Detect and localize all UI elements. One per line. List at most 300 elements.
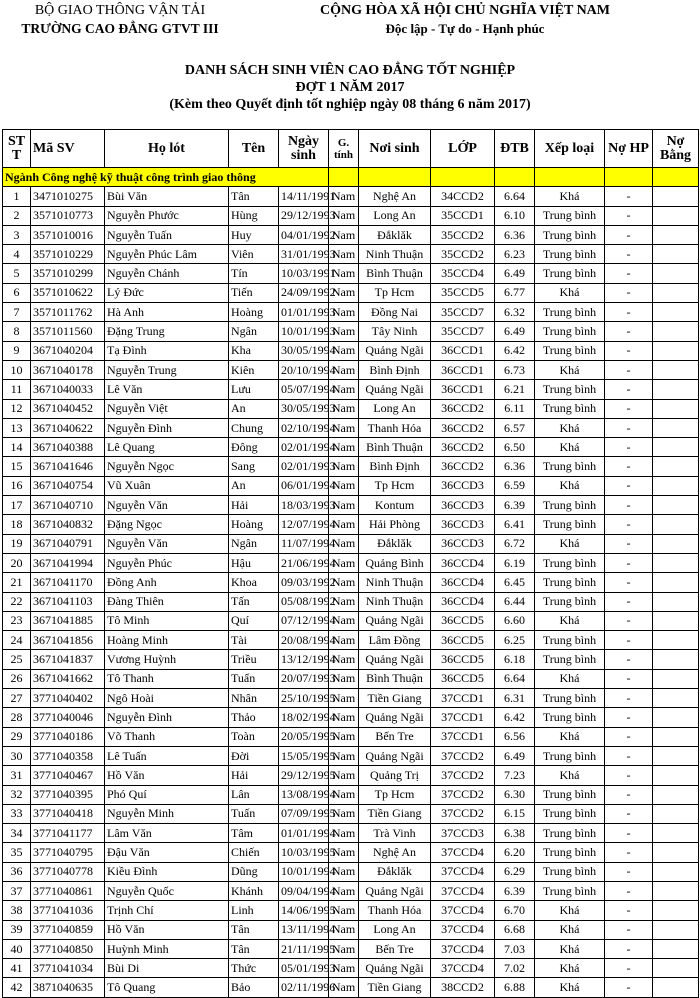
cell-student-id: 3671041837 xyxy=(31,650,105,669)
cell-student-id: 3771040395 xyxy=(31,785,105,804)
cell-first-name: Hải xyxy=(229,496,279,515)
cell-owed-diploma xyxy=(653,206,699,225)
cell-birthplace: Nghệ An xyxy=(359,187,431,206)
cell-student-id: 3771040186 xyxy=(31,727,105,746)
cell-owed-fees: - xyxy=(605,592,653,611)
cell-stt: 39 xyxy=(3,920,31,939)
cell-owed-fees: - xyxy=(605,708,653,727)
cell-gpa: 6.49 xyxy=(495,322,535,341)
cell-owed-diploma xyxy=(653,785,699,804)
cell-stt: 16 xyxy=(3,476,31,495)
table-row xyxy=(3,689,699,708)
cell-birth-date: 10/01/1994 xyxy=(279,862,329,881)
cell-first-name: Tài xyxy=(229,631,279,650)
col-header-birthplace: Nơi sinh xyxy=(359,130,431,168)
cell-rank: Khá xyxy=(535,611,605,630)
cell-student-id: 3571011560 xyxy=(31,322,105,341)
cell-owed-fees: - xyxy=(605,187,653,206)
cell-stt: 37 xyxy=(3,881,31,900)
cell-stt: 42 xyxy=(3,978,31,997)
cell-birthplace: Quảng Ngãi xyxy=(359,380,431,399)
cell-class: 35CCD7 xyxy=(431,322,495,341)
cell-last-middle-name: Kiều Đình xyxy=(105,862,229,881)
cell-first-name: Tân xyxy=(229,187,279,206)
table-row xyxy=(3,959,699,978)
cell-birthplace: Đồng Nai xyxy=(359,303,431,322)
cell-birth-date: 29/12/1993 xyxy=(279,206,329,225)
cell-birthplace: Long An xyxy=(359,920,431,939)
cell-last-middle-name: Nguyễn Văn xyxy=(105,496,229,515)
cell-rank: Trung bình xyxy=(535,553,605,572)
cell-gpa: 7.23 xyxy=(495,766,535,785)
cell-stt: 4 xyxy=(3,245,31,264)
cell-student-id: 3671040204 xyxy=(31,341,105,360)
cell-birthplace: Quảng Bình xyxy=(359,553,431,572)
cell-rank: Trung bình xyxy=(535,225,605,244)
cell-owed-diploma xyxy=(653,264,699,283)
cell-first-name: Kiên xyxy=(229,360,279,379)
cell-gender: Nam xyxy=(329,341,359,360)
cell-birth-date: 11/07/1994 xyxy=(279,534,329,553)
cell-student-id: 3671040178 xyxy=(31,360,105,379)
cell-stt: 17 xyxy=(3,496,31,515)
cell-birth-date: 24/09/1992 xyxy=(279,283,329,302)
cell-class: 36CCD2 xyxy=(431,438,495,457)
cell-birth-date: 18/03/1993 xyxy=(279,496,329,515)
table-row xyxy=(3,978,699,997)
cell-last-middle-name: Đặng Trung xyxy=(105,322,229,341)
cell-stt: 26 xyxy=(3,669,31,688)
cell-first-name: Ngân xyxy=(229,322,279,341)
cell-last-middle-name: Đặng Ngọc xyxy=(105,515,229,534)
cell-student-id: 3771040402 xyxy=(31,689,105,708)
cell-last-middle-name: Nguyễn Quốc xyxy=(105,881,229,900)
cell-last-middle-name: Ngô Hoài xyxy=(105,689,229,708)
cell-gpa: 6.88 xyxy=(495,978,535,997)
cell-stt: 5 xyxy=(3,264,31,283)
cell-owed-diploma xyxy=(653,303,699,322)
table-row xyxy=(3,206,699,225)
cell-rank: Trung bình xyxy=(535,496,605,515)
cell-gender: Nam xyxy=(329,245,359,264)
document-title xyxy=(0,62,700,113)
cell-owed-diploma xyxy=(653,824,699,843)
cell-birthplace: Lâm Đồng xyxy=(359,631,431,650)
cell-first-name: Dũng xyxy=(229,862,279,881)
table-row xyxy=(3,862,699,881)
cell-student-id: 3571010773 xyxy=(31,206,105,225)
table-row xyxy=(3,785,699,804)
cell-birthplace: Đắklăk xyxy=(359,534,431,553)
cell-last-middle-name: Hà Anh xyxy=(105,303,229,322)
cell-gender: Nam xyxy=(329,650,359,669)
cell-class: 36CCD2 xyxy=(431,418,495,437)
cell-student-id: 3771041034 xyxy=(31,959,105,978)
cell-owed-diploma xyxy=(653,341,699,360)
col-header-birth-date: Ngày sinh xyxy=(279,130,329,168)
cell-gpa: 6.42 xyxy=(495,708,535,727)
cell-owed-fees: - xyxy=(605,264,653,283)
cell-class: 36CCD1 xyxy=(431,380,495,399)
cell-gpa: 6.59 xyxy=(495,476,535,495)
cell-gpa: 6.36 xyxy=(495,225,535,244)
cell-birthplace: Quảng Ngãi xyxy=(359,708,431,727)
cell-class: 38CCD2 xyxy=(431,978,495,997)
cell-stt: 13 xyxy=(3,418,31,437)
title-line-3: (Kèm theo Quyết định tốt nghiệp ngày 08 tháng 6 năm 2017) xyxy=(169,97,531,112)
cell-birthplace: Bình Thuận xyxy=(359,264,431,283)
cell-birthplace: Thanh Hóa xyxy=(359,901,431,920)
cell-class: 36CCD3 xyxy=(431,476,495,495)
cell-student-id: 3671040710 xyxy=(31,496,105,515)
issuer-block xyxy=(10,2,230,38)
cell-first-name: Lưu xyxy=(229,380,279,399)
table-row xyxy=(3,322,699,341)
cell-gender: Nam xyxy=(329,862,359,881)
cell-birth-date: 07/12/1994 xyxy=(279,611,329,630)
cell-birthplace: Bình Định xyxy=(359,360,431,379)
cell-owed-diploma xyxy=(653,669,699,688)
col-header-first-name: Tên xyxy=(229,130,279,168)
cell-student-id: 3871040635 xyxy=(31,978,105,997)
cell-class: 36CCD4 xyxy=(431,553,495,572)
cell-rank: Trung bình xyxy=(535,592,605,611)
cell-class: 36CCD3 xyxy=(431,515,495,534)
cell-last-middle-name: Tô Minh xyxy=(105,611,229,630)
cell-owed-fees: - xyxy=(605,824,653,843)
cell-student-id: 3471010275 xyxy=(31,187,105,206)
cell-owed-fees: - xyxy=(605,341,653,360)
cell-first-name: Tuấn xyxy=(229,804,279,823)
cell-owed-fees: - xyxy=(605,476,653,495)
cell-student-id: 3671040791 xyxy=(31,534,105,553)
cell-owed-fees: - xyxy=(605,901,653,920)
cell-first-name: Hoàng xyxy=(229,515,279,534)
cell-birthplace: Nghệ An xyxy=(359,843,431,862)
cell-class: 37CCD4 xyxy=(431,939,495,958)
cell-gpa: 6.73 xyxy=(495,360,535,379)
cell-birth-date: 13/11/1994 xyxy=(279,920,329,939)
cell-gender: Nam xyxy=(329,438,359,457)
cell-class: 35CCD2 xyxy=(431,225,495,244)
table-row xyxy=(3,438,699,457)
cell-student-id: 3671041103 xyxy=(31,592,105,611)
cell-owed-fees: - xyxy=(605,399,653,418)
cell-gpa: 6.49 xyxy=(495,264,535,283)
cell-stt: 28 xyxy=(3,708,31,727)
cell-owed-fees: - xyxy=(605,843,653,862)
cell-birth-date: 25/10/1995 xyxy=(279,689,329,708)
cell-rank: Khá xyxy=(535,959,605,978)
cell-class: 35CCD4 xyxy=(431,264,495,283)
cell-rank: Khá xyxy=(535,766,605,785)
cell-student-id: 3771040467 xyxy=(31,766,105,785)
cell-student-id: 3771041177 xyxy=(31,824,105,843)
cell-gender: Nam xyxy=(329,399,359,418)
cell-gpa: 6.38 xyxy=(495,824,535,843)
table-row xyxy=(3,901,699,920)
cell-gpa: 6.19 xyxy=(495,553,535,572)
cell-last-middle-name: Đồng Anh xyxy=(105,573,229,592)
cell-owed-diploma xyxy=(653,283,699,302)
cell-stt: 20 xyxy=(3,553,31,572)
cell-gpa: 6.41 xyxy=(495,515,535,534)
cell-class: 36CCD5 xyxy=(431,631,495,650)
cell-stt: 7 xyxy=(3,303,31,322)
cell-stt: 3 xyxy=(3,225,31,244)
cell-student-id: 3671041994 xyxy=(31,553,105,572)
cell-gpa: 6.64 xyxy=(495,669,535,688)
table-row xyxy=(3,708,699,727)
cell-stt: 40 xyxy=(3,939,31,958)
cell-birthplace: Quảng Ngãi xyxy=(359,881,431,900)
title-line-1: DANH SÁCH SINH VIÊN CAO ĐẲNG TỐT NGHIỆP xyxy=(184,63,516,78)
cell-first-name: Bảo xyxy=(229,978,279,997)
cell-birth-date: 01/01/1993 xyxy=(279,303,329,322)
cell-owed-fees: - xyxy=(605,245,653,264)
cell-gpa: 6.68 xyxy=(495,920,535,939)
cell-birth-date: 05/01/1993 xyxy=(279,959,329,978)
cell-owed-diploma xyxy=(653,631,699,650)
col-header-student-id: Mã SV xyxy=(31,130,105,168)
cell-stt: 24 xyxy=(3,631,31,650)
cell-gender: Nam xyxy=(329,534,359,553)
cell-birth-date: 21/11/1995 xyxy=(279,939,329,958)
col-header-stt: ST T xyxy=(3,130,31,168)
cell-gender: Nam xyxy=(329,881,359,900)
cell-gpa: 6.21 xyxy=(495,380,535,399)
cell-first-name: Tân xyxy=(229,939,279,958)
cell-last-middle-name: Nguyễn Việt xyxy=(105,399,229,418)
table-row xyxy=(3,515,699,534)
cell-first-name: Hậu xyxy=(229,553,279,572)
cell-gpa: 7.03 xyxy=(495,939,535,958)
cell-gender: Nam xyxy=(329,901,359,920)
cell-gpa: 6.39 xyxy=(495,496,535,515)
cell-last-middle-name: Lê Tuấn xyxy=(105,746,229,765)
cell-owed-diploma xyxy=(653,245,699,264)
cell-gpa: 6.42 xyxy=(495,341,535,360)
cell-last-middle-name: Tô Thanh xyxy=(105,669,229,688)
cell-class: 35CCD7 xyxy=(431,303,495,322)
cell-gender: Nam xyxy=(329,804,359,823)
cell-gpa: 6.10 xyxy=(495,206,535,225)
cell-rank: Trung bình xyxy=(535,785,605,804)
cell-gender: Nam xyxy=(329,496,359,515)
cell-first-name: Tuấn xyxy=(229,669,279,688)
table-row xyxy=(3,631,699,650)
cell-stt: 35 xyxy=(3,843,31,862)
cell-birth-date: 14/11/1991 xyxy=(279,187,329,206)
cell-owed-fees: - xyxy=(605,438,653,457)
table-row xyxy=(3,592,699,611)
cell-gpa: 6.72 xyxy=(495,534,535,553)
cell-owed-fees: - xyxy=(605,360,653,379)
cell-rank: Trung bình xyxy=(535,843,605,862)
cell-class: 37CCD1 xyxy=(431,689,495,708)
cell-class: 36CCD4 xyxy=(431,592,495,611)
cell-gender: Nam xyxy=(329,978,359,997)
cell-birth-date: 20/08/1994 xyxy=(279,631,329,650)
cell-last-middle-name: Nguyễn Văn xyxy=(105,534,229,553)
cell-birthplace: Ninh Thuận xyxy=(359,573,431,592)
cell-last-middle-name: Bùi Văn xyxy=(105,187,229,206)
cell-owed-diploma xyxy=(653,862,699,881)
cell-birth-date: 09/04/1994 xyxy=(279,881,329,900)
cell-birth-date: 15/05/1995 xyxy=(279,746,329,765)
cell-owed-diploma xyxy=(653,418,699,437)
cell-gender: Nam xyxy=(329,418,359,437)
cell-last-middle-name: Nguyễn Trung xyxy=(105,360,229,379)
cell-rank: Trung bình xyxy=(535,206,605,225)
cell-gpa: 6.60 xyxy=(495,611,535,630)
cell-class: 36CCD3 xyxy=(431,496,495,515)
cell-class: 37CCD4 xyxy=(431,920,495,939)
cell-gender: Nam xyxy=(329,573,359,592)
cell-class: 37CCD2 xyxy=(431,746,495,765)
cell-first-name: Thức xyxy=(229,959,279,978)
table-row xyxy=(3,881,699,900)
cell-class: 36CCD5 xyxy=(431,650,495,669)
cell-student-id: 3671041885 xyxy=(31,611,105,630)
cell-student-id: 3671041170 xyxy=(31,573,105,592)
cell-first-name: Hùng xyxy=(229,206,279,225)
cell-owed-fees: - xyxy=(605,418,653,437)
cell-last-middle-name: Lê Quang xyxy=(105,438,229,457)
cell-stt: 27 xyxy=(3,689,31,708)
cell-first-name: Đời xyxy=(229,746,279,765)
cell-class: 36CCD1 xyxy=(431,341,495,360)
col-header-class: LỚP xyxy=(431,130,495,168)
cell-last-middle-name: Vương Huỳnh xyxy=(105,650,229,669)
table-row xyxy=(3,920,699,939)
cell-gender: Nam xyxy=(329,380,359,399)
cell-stt: 15 xyxy=(3,457,31,476)
cell-owed-diploma xyxy=(653,360,699,379)
cell-stt: 33 xyxy=(3,804,31,823)
cell-gender: Nam xyxy=(329,187,359,206)
cell-rank: Khá xyxy=(535,920,605,939)
cell-gender: Nam xyxy=(329,303,359,322)
cell-last-middle-name: Bùi Di xyxy=(105,959,229,978)
cell-rank: Khá xyxy=(535,418,605,437)
cell-rank: Khá xyxy=(535,360,605,379)
cell-owed-diploma xyxy=(653,225,699,244)
table-row xyxy=(3,611,699,630)
cell-gender: Nam xyxy=(329,727,359,746)
cell-owed-fees: - xyxy=(605,689,653,708)
cell-gpa: 6.25 xyxy=(495,631,535,650)
cell-owed-diploma xyxy=(653,457,699,476)
cell-last-middle-name: Nguyễn Đình xyxy=(105,708,229,727)
cell-last-middle-name: Lâm Văn xyxy=(105,824,229,843)
cell-class: 37CCD4 xyxy=(431,843,495,862)
cell-first-name: Ngân xyxy=(229,534,279,553)
cell-class: 36CCD5 xyxy=(431,669,495,688)
cell-class: 37CCD2 xyxy=(431,766,495,785)
cell-stt: 23 xyxy=(3,611,31,630)
table-row xyxy=(3,669,699,688)
cell-owed-fees: - xyxy=(605,920,653,939)
cell-gpa: 6.45 xyxy=(495,573,535,592)
cell-birthplace: Tây Ninh xyxy=(359,322,431,341)
cell-class: 36CCD5 xyxy=(431,611,495,630)
major-group-row xyxy=(3,168,699,187)
cell-birthplace: Tp Hcm xyxy=(359,785,431,804)
cell-owed-fees: - xyxy=(605,785,653,804)
cell-owed-diploma xyxy=(653,843,699,862)
cell-rank: Khá xyxy=(535,669,605,688)
cell-birth-date: 02/01/1994 xyxy=(279,438,329,457)
cell-owed-diploma xyxy=(653,766,699,785)
cell-first-name: Huy xyxy=(229,225,279,244)
cell-birthplace: Kontum xyxy=(359,496,431,515)
cell-gender: Nam xyxy=(329,360,359,379)
cell-class: 36CCD3 xyxy=(431,534,495,553)
cell-birthplace: Quảng Trị xyxy=(359,766,431,785)
cell-student-id: 3771040859 xyxy=(31,920,105,939)
cell-owed-fees: - xyxy=(605,766,653,785)
cell-owed-fees: - xyxy=(605,534,653,553)
cell-birth-date: 02/11/1996 xyxy=(279,978,329,997)
cell-student-id: 3671040622 xyxy=(31,418,105,437)
cell-last-middle-name: Vũ Xuân xyxy=(105,476,229,495)
cell-rank: Khá xyxy=(535,901,605,920)
cell-owed-diploma xyxy=(653,804,699,823)
cell-rank: Trung bình xyxy=(535,322,605,341)
table-row xyxy=(3,650,699,669)
cell-birth-date: 20/10/1994 xyxy=(279,360,329,379)
cell-birth-date: 13/12/1994 xyxy=(279,650,329,669)
cell-owed-fees: - xyxy=(605,631,653,650)
cell-first-name: Linh xyxy=(229,901,279,920)
cell-gpa: 6.77 xyxy=(495,283,535,302)
cell-gpa: 6.57 xyxy=(495,418,535,437)
cell-owed-fees: - xyxy=(605,669,653,688)
cell-rank: Trung bình xyxy=(535,824,605,843)
cell-birthplace: Quảng Ngãi xyxy=(359,959,431,978)
cell-birth-date: 29/12/1995 xyxy=(279,766,329,785)
cell-last-middle-name: Phó Quí xyxy=(105,785,229,804)
cell-owed-fees: - xyxy=(605,515,653,534)
cell-first-name: Tân xyxy=(229,920,279,939)
cell-rank: Khá xyxy=(535,283,605,302)
cell-gpa: 7.02 xyxy=(495,959,535,978)
cell-first-name: Toàn xyxy=(229,727,279,746)
cell-birth-date: 02/10/1994 xyxy=(279,418,329,437)
cell-student-id: 3571011762 xyxy=(31,303,105,322)
cell-class: 35CCD2 xyxy=(431,245,495,264)
cell-birthplace: Hải Phòng xyxy=(359,515,431,534)
cell-gpa: 6.56 xyxy=(495,727,535,746)
cell-class: 37CCD4 xyxy=(431,862,495,881)
cell-owed-fees: - xyxy=(605,380,653,399)
cell-last-middle-name: Tạ Đình xyxy=(105,341,229,360)
cell-birthplace: Bến Tre xyxy=(359,939,431,958)
cell-gender: Nam xyxy=(329,746,359,765)
cell-birth-date: 13/08/1994 xyxy=(279,785,329,804)
cell-class: 37CCD1 xyxy=(431,708,495,727)
cell-student-id: 3771040418 xyxy=(31,804,105,823)
table-row xyxy=(3,264,699,283)
cell-last-middle-name: Lê Văn xyxy=(105,380,229,399)
cell-birth-date: 20/07/1993 xyxy=(279,669,329,688)
cell-class: 37CCD2 xyxy=(431,804,495,823)
cell-class: 37CCD4 xyxy=(431,901,495,920)
cell-first-name: Chung xyxy=(229,418,279,437)
col-header-gender: G. tính xyxy=(329,130,359,168)
cell-owed-fees: - xyxy=(605,611,653,630)
